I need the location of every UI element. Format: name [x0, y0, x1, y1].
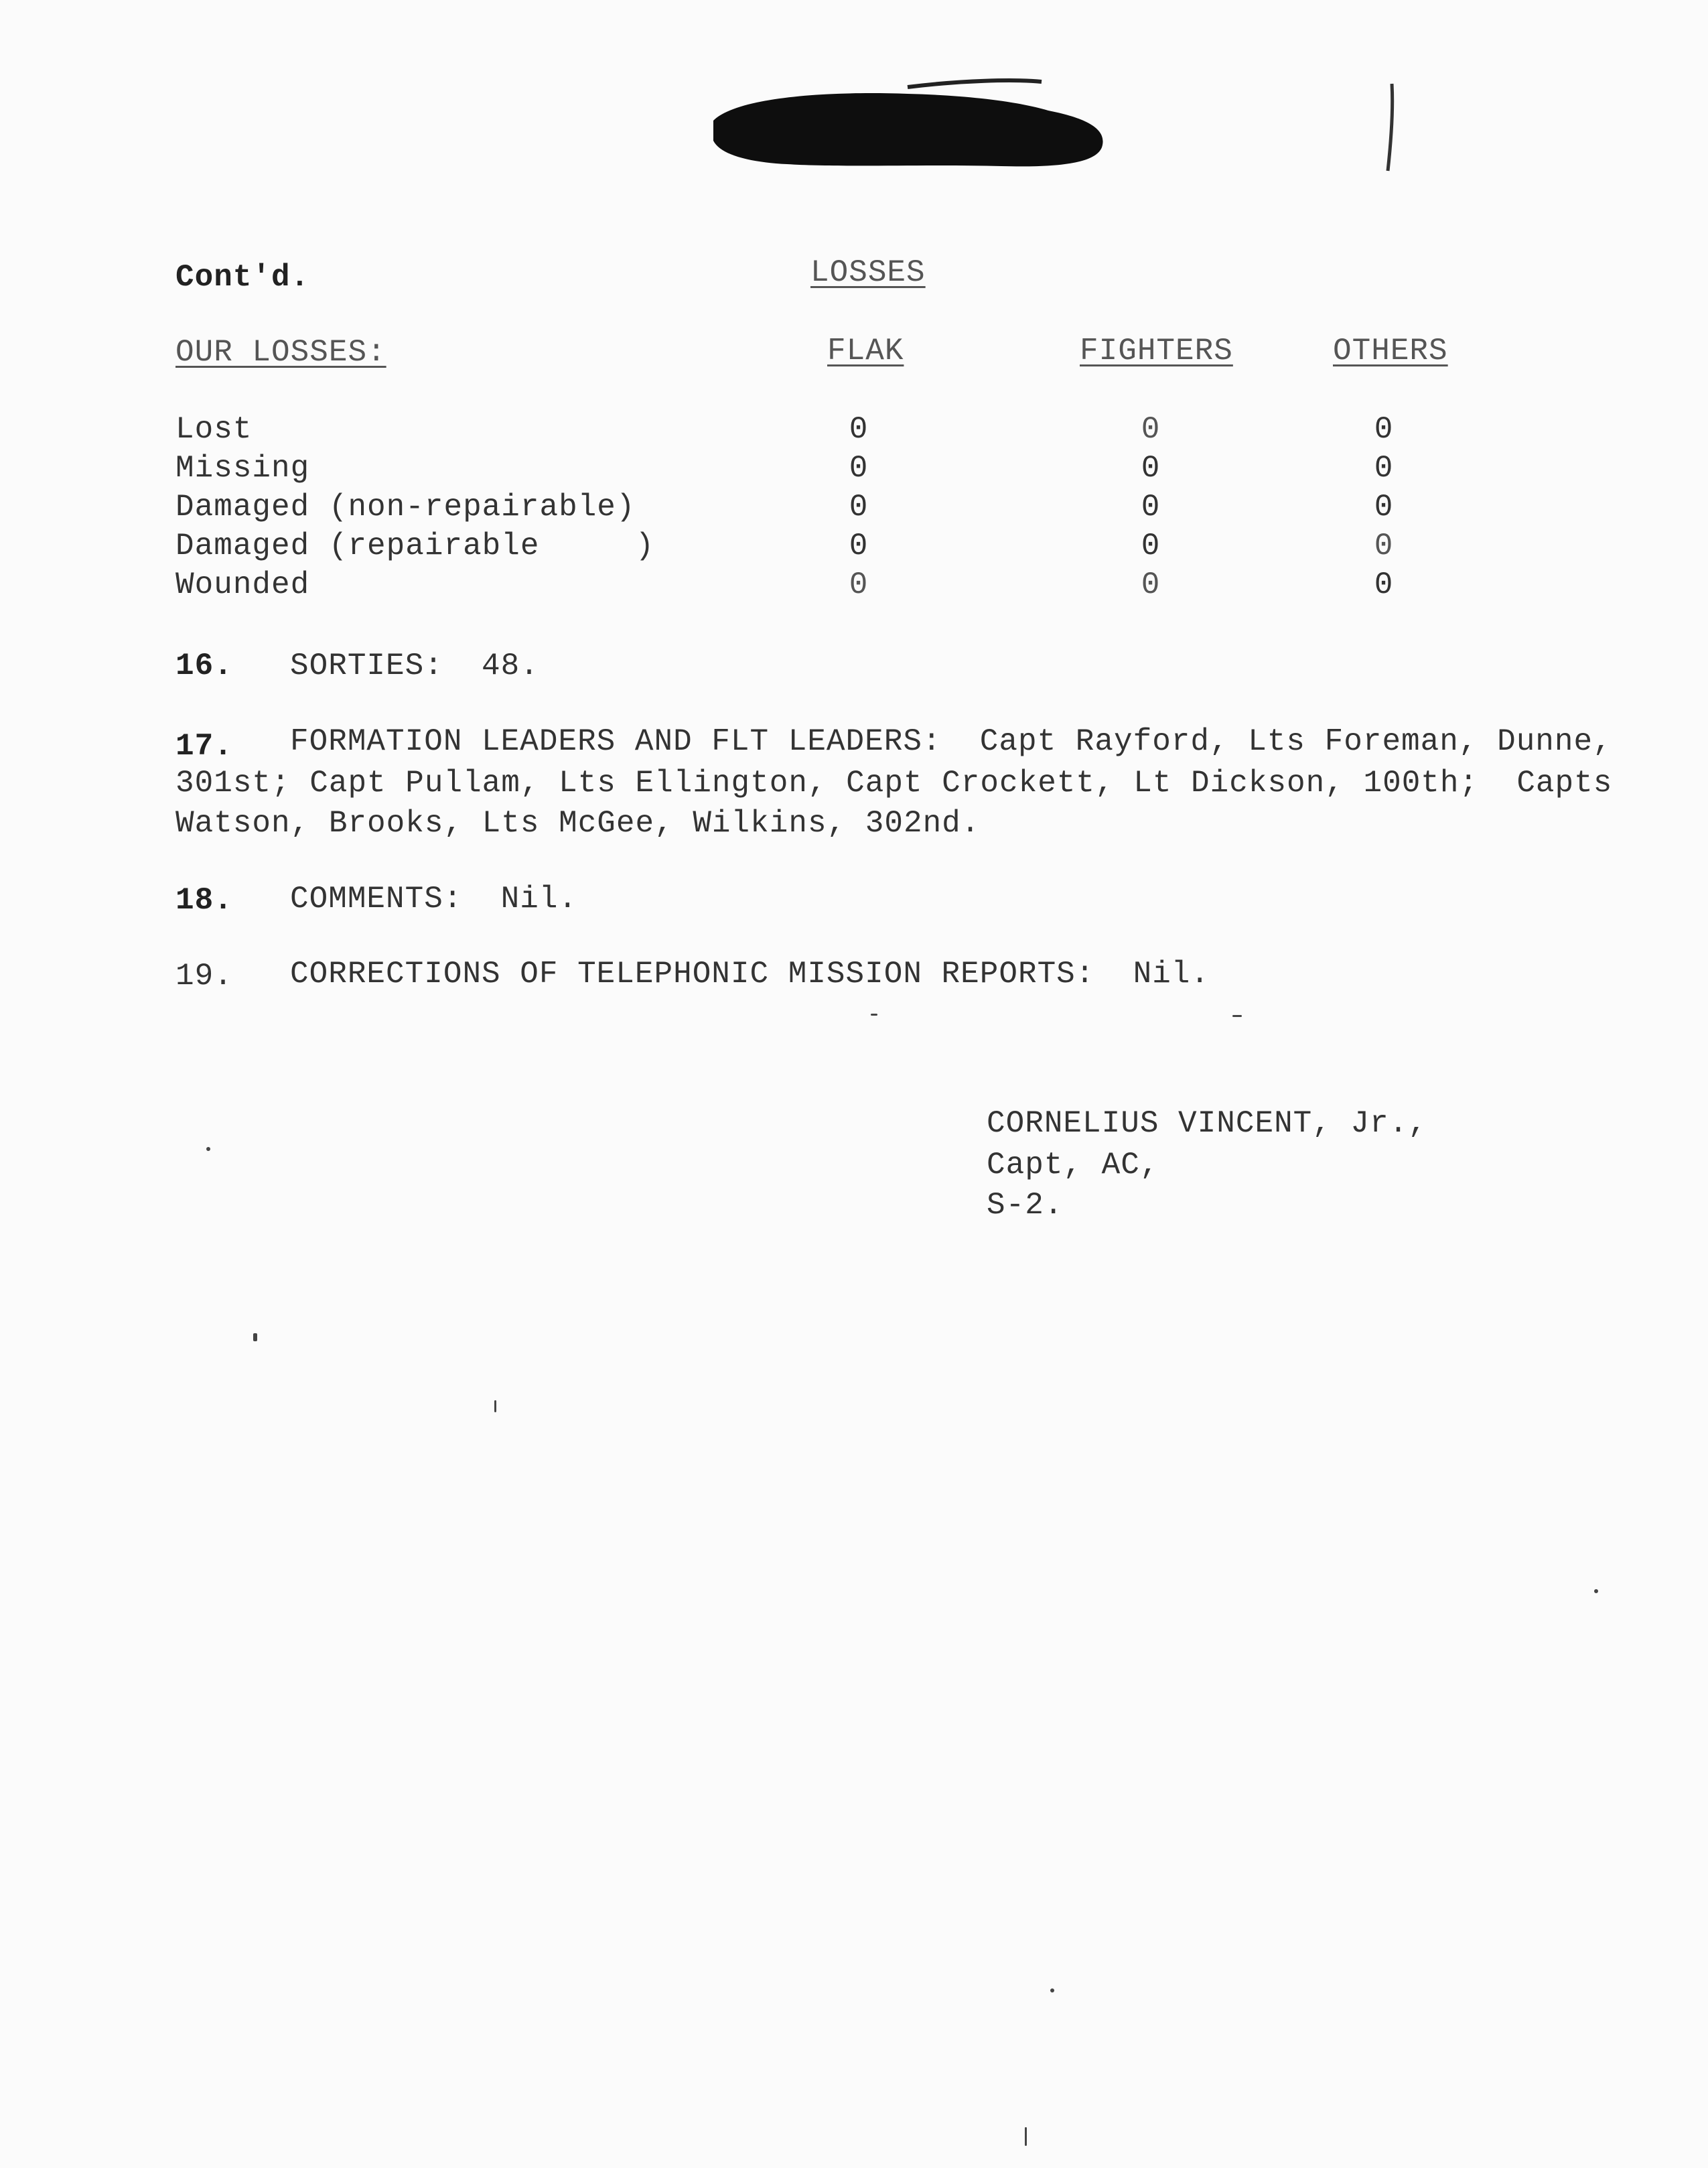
paper-speck: [1050, 1988, 1054, 1992]
row-label-wounded: Wounded: [175, 567, 310, 602]
item-19-number: 19.: [175, 959, 233, 994]
cell-lost-others: 0: [1374, 412, 1394, 447]
item-18-comments: COMMENTS: Nil.: [290, 882, 578, 917]
paper-speck: [494, 1400, 496, 1412]
cell-missing-others: 0: [1374, 451, 1394, 486]
paper-speck: [1232, 1015, 1242, 1017]
item-17-line-3: Watson, Brooks, Lts McGee, Wilkins, 302nd.: [175, 806, 981, 841]
signature-rank: Capt, AC,: [987, 1148, 1159, 1182]
cell-damaged-nr-fighters: 0: [1141, 490, 1161, 525]
column-header-others: OTHERS: [1333, 334, 1448, 368]
item-16-number: 16.: [175, 649, 233, 683]
row-label-missing: Missing: [175, 451, 310, 486]
losses-title: LOSSES: [810, 255, 926, 290]
signature-name: CORNELIUS VINCENT, Jr.,: [987, 1106, 1427, 1141]
cell-damaged-r-flak: 0: [849, 529, 869, 563]
cell-wounded-others: 0: [1374, 567, 1394, 602]
cell-damaged-r-fighters: 0: [1141, 529, 1161, 563]
contd-label: Cont'd.: [175, 260, 310, 295]
paper-speck: [871, 1014, 877, 1016]
row-label-damaged-repairable: Damaged (repairable ): [175, 529, 655, 563]
cell-lost-flak: 0: [849, 412, 869, 447]
item-17-line-2: 301st; Capt Pullam, Lts Ellington, Capt Crockett, Lt Dickson, 100th; Capts: [175, 766, 1613, 801]
item-16-sorties: SORTIES: 48.: [290, 649, 539, 683]
paper-speck: [206, 1147, 210, 1151]
row-label-damaged-non-repairable: Damaged (non-repairable): [175, 490, 636, 525]
cell-missing-flak: 0: [849, 451, 869, 486]
pen-mark: [1380, 80, 1400, 174]
column-header-flak: FLAK: [827, 334, 904, 368]
cell-damaged-nr-others: 0: [1374, 490, 1394, 525]
cell-damaged-nr-flak: 0: [849, 490, 869, 525]
row-label-lost: Lost: [175, 412, 253, 447]
item-17-line-1: FORMATION LEADERS AND FLT LEADERS: Capt Rayford, Lts Foreman, Dunne,: [290, 724, 1612, 759]
paper-speck: [1594, 1589, 1598, 1593]
cell-wounded-fighters: 0: [1141, 567, 1161, 602]
cell-missing-fighters: 0: [1141, 451, 1161, 486]
column-header-fighters: FIGHTERS: [1080, 334, 1233, 368]
signature-office: S-2.: [987, 1188, 1064, 1223]
cell-lost-fighters: 0: [1141, 412, 1161, 447]
our-losses-label: OUR LOSSES:: [175, 335, 386, 370]
item-17-number: 17.: [175, 729, 233, 764]
paper-speck: [253, 1333, 257, 1341]
cell-wounded-flak: 0: [849, 567, 869, 602]
paper-speck: [1025, 2127, 1027, 2146]
item-19-corrections: CORRECTIONS OF TELEPHONIC MISSION REPORTS: Nil.: [290, 957, 1210, 992]
item-18-number: 18.: [175, 883, 233, 918]
redaction-mark: [707, 74, 1109, 174]
cell-damaged-r-others: 0: [1374, 529, 1394, 563]
